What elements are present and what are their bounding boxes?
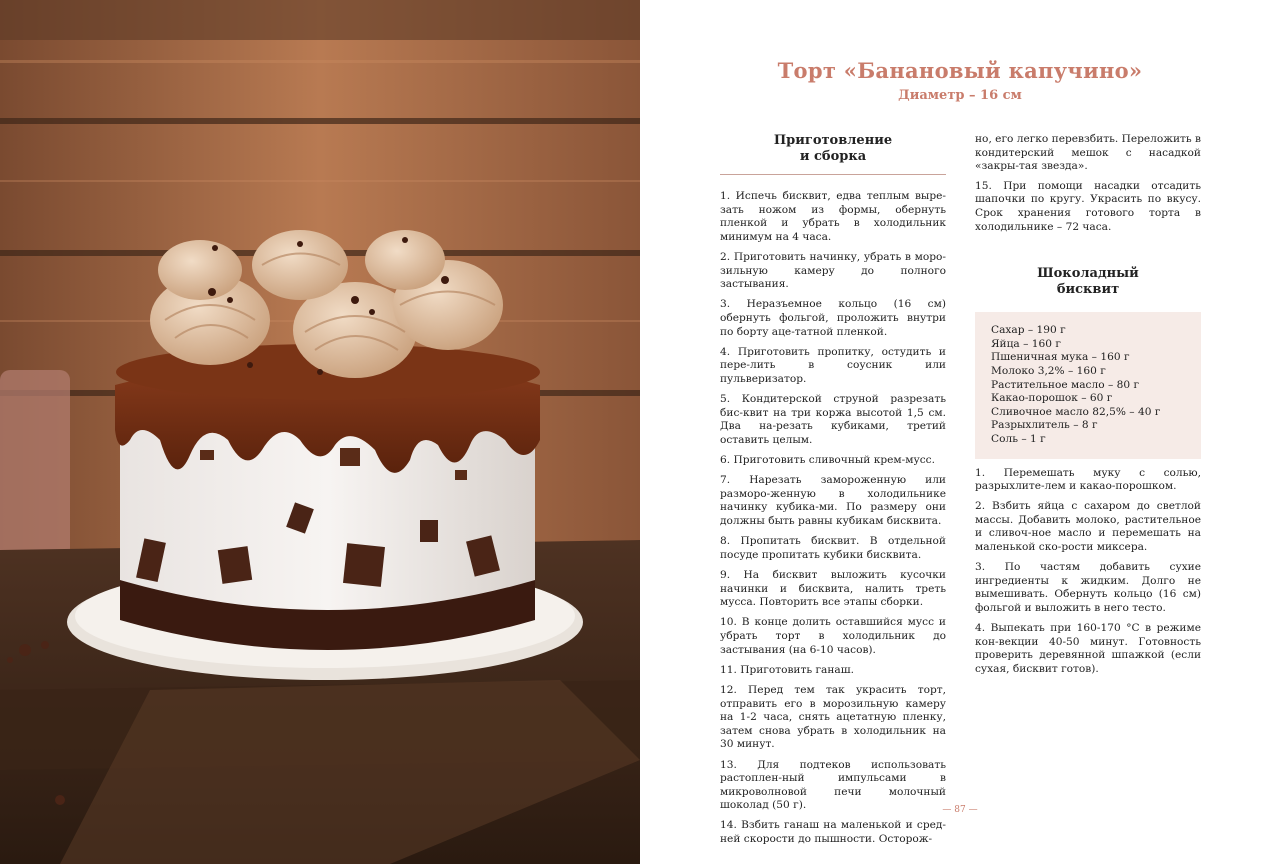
sponge-column [975, 133, 1201, 683]
recipe-title: Торт «Банановый капучино» [777, 58, 1143, 83]
assembly-step: но, его легко перевзбить. Переложить в кондитерский мешок с насадкой «закры-тая звезда». [975, 133, 1202, 173]
assembly-step: 6. Приготовить сливочный крем-мусс. [720, 454, 935, 467]
ingredient-item: Яйца – 160 г [991, 337, 1061, 350]
assembly-step: 2. Приготовить начинку, убрать в моро-зильную камеру до полного застывания. [720, 250, 946, 291]
page-number: — 87 — [942, 805, 978, 815]
ingredient-list [975, 312, 1201, 458]
sponge-step: 3. По частям добавить сухие ингредиенты к жидким. Долго не вымешивать. Обернуть кольцо (16 см) фольгой и выложить в него тесто. [975, 561, 1201, 615]
assembly-step: 15. При помощи насадки отсадить шапочки по кругу. Украсить по вкусу. Срок хранения готового торта в холодильнике – 72 часа. [975, 179, 1201, 233]
ingredient-item: Молоко 3,2% – 160 г [991, 364, 1106, 377]
assembly-step: 9. На бисквит выложить кусочки начинки и бисквита, налить треть мусса. Повторить все этапы сборки. [720, 569, 946, 609]
assembly-heading: Приготовление и сборка [773, 133, 893, 164]
sponge-heading: Шоколадный бисквит [1037, 266, 1139, 298]
ingredient-item: Разрыхлитель – 8 г [991, 419, 1098, 432]
ingredient-item: Пшеничная мука – 160 г [991, 351, 1130, 364]
assembly-step: 13. Для подтеков использовать растоплен-ный импульсами в микроволновой печи молочный шоколад (50 г). [720, 758, 946, 812]
ingredient-item: Сливочное масло 82,5% – 40 г [991, 405, 1161, 418]
assembly-step: 10. В конце долить оставшийся мусс и убрать торт в холодильник до застывания (на 6-10 часов). [720, 616, 946, 656]
sponge-step: 4. Выпекать при 160-170 °С в режиме кон-векции 40-50 минут. Готовность проверить деревянной шпажкой (если сухая, бисквит готов). [975, 622, 1201, 675]
assembly-step: 12. Перед тем так украсить торт, отправить его в морозильную камеру на 1-2 часа, снять ацетатную пленку, затем снова убрать в холодильник на 30 минут. [720, 683, 946, 751]
assembly-step: 11. Приготовить ганаш. [720, 663, 854, 676]
assembly-step: 14. Взбить ганаш на маленькой и сред-ней скорости до пышности. Осторож- [720, 819, 946, 846]
recipe-page [640, 0, 1280, 864]
assembly-step: 5. Кондитерской струной разрезать бис-квит на три коржа высотой 1,5 см. Два на-резать кубиками, третий оставить целым. [720, 393, 946, 446]
assembly-continuation [975, 133, 1201, 234]
assembly-step: 3. Неразъемное кольцо (16 см) обернуть фольгой, проложить внутри по борту аце-татной пленкой. [720, 298, 946, 338]
ingredient-item: Растительное масло – 80 г [991, 378, 1140, 391]
ingredient-item: Сахар – 190 г [991, 324, 1066, 337]
ingredient-item: Соль – 1 г [991, 432, 1046, 445]
assembly-steps [720, 190, 946, 847]
section-divider [720, 174, 946, 175]
assembly-step: 7. Нарезать замороженную или разморо-женную в холодильнике начинку кубика-ми. По размеру они должны быть равны кубикам бисквита. [720, 474, 946, 528]
ingredient-item: Какао-порошок – 60 г [991, 392, 1113, 405]
assembly-step: 8. Пропитать бисквит. В отдельной посуде пропитать кубики бисквита. [720, 535, 946, 561]
sponge-steps [975, 467, 1201, 677]
recipe-subtitle: Диаметр – 16 см [898, 88, 1022, 103]
sponge-step: 1. Перемешать муку с солью, разрыхлите-лем и какао-порошком. [975, 466, 1201, 493]
assembly-step: 4. Приготовить пропитку, остудить и пере-лить в соусник или пульверизатор. [720, 345, 946, 385]
assembly-column [720, 133, 946, 853]
assembly-step: 1. Испечь бисквит, едва теплым выре-зать ножом из формы, обернуть пленкой и убрать в холодильник минимум на 4 часа. [720, 190, 946, 243]
sponge-step: 2. Взбить яйца с сахаром до светлой массы. Добавить молоко, растительное и сливоч-ное масло и перемешать на маленькой ско-рости миксера. [975, 500, 1201, 554]
